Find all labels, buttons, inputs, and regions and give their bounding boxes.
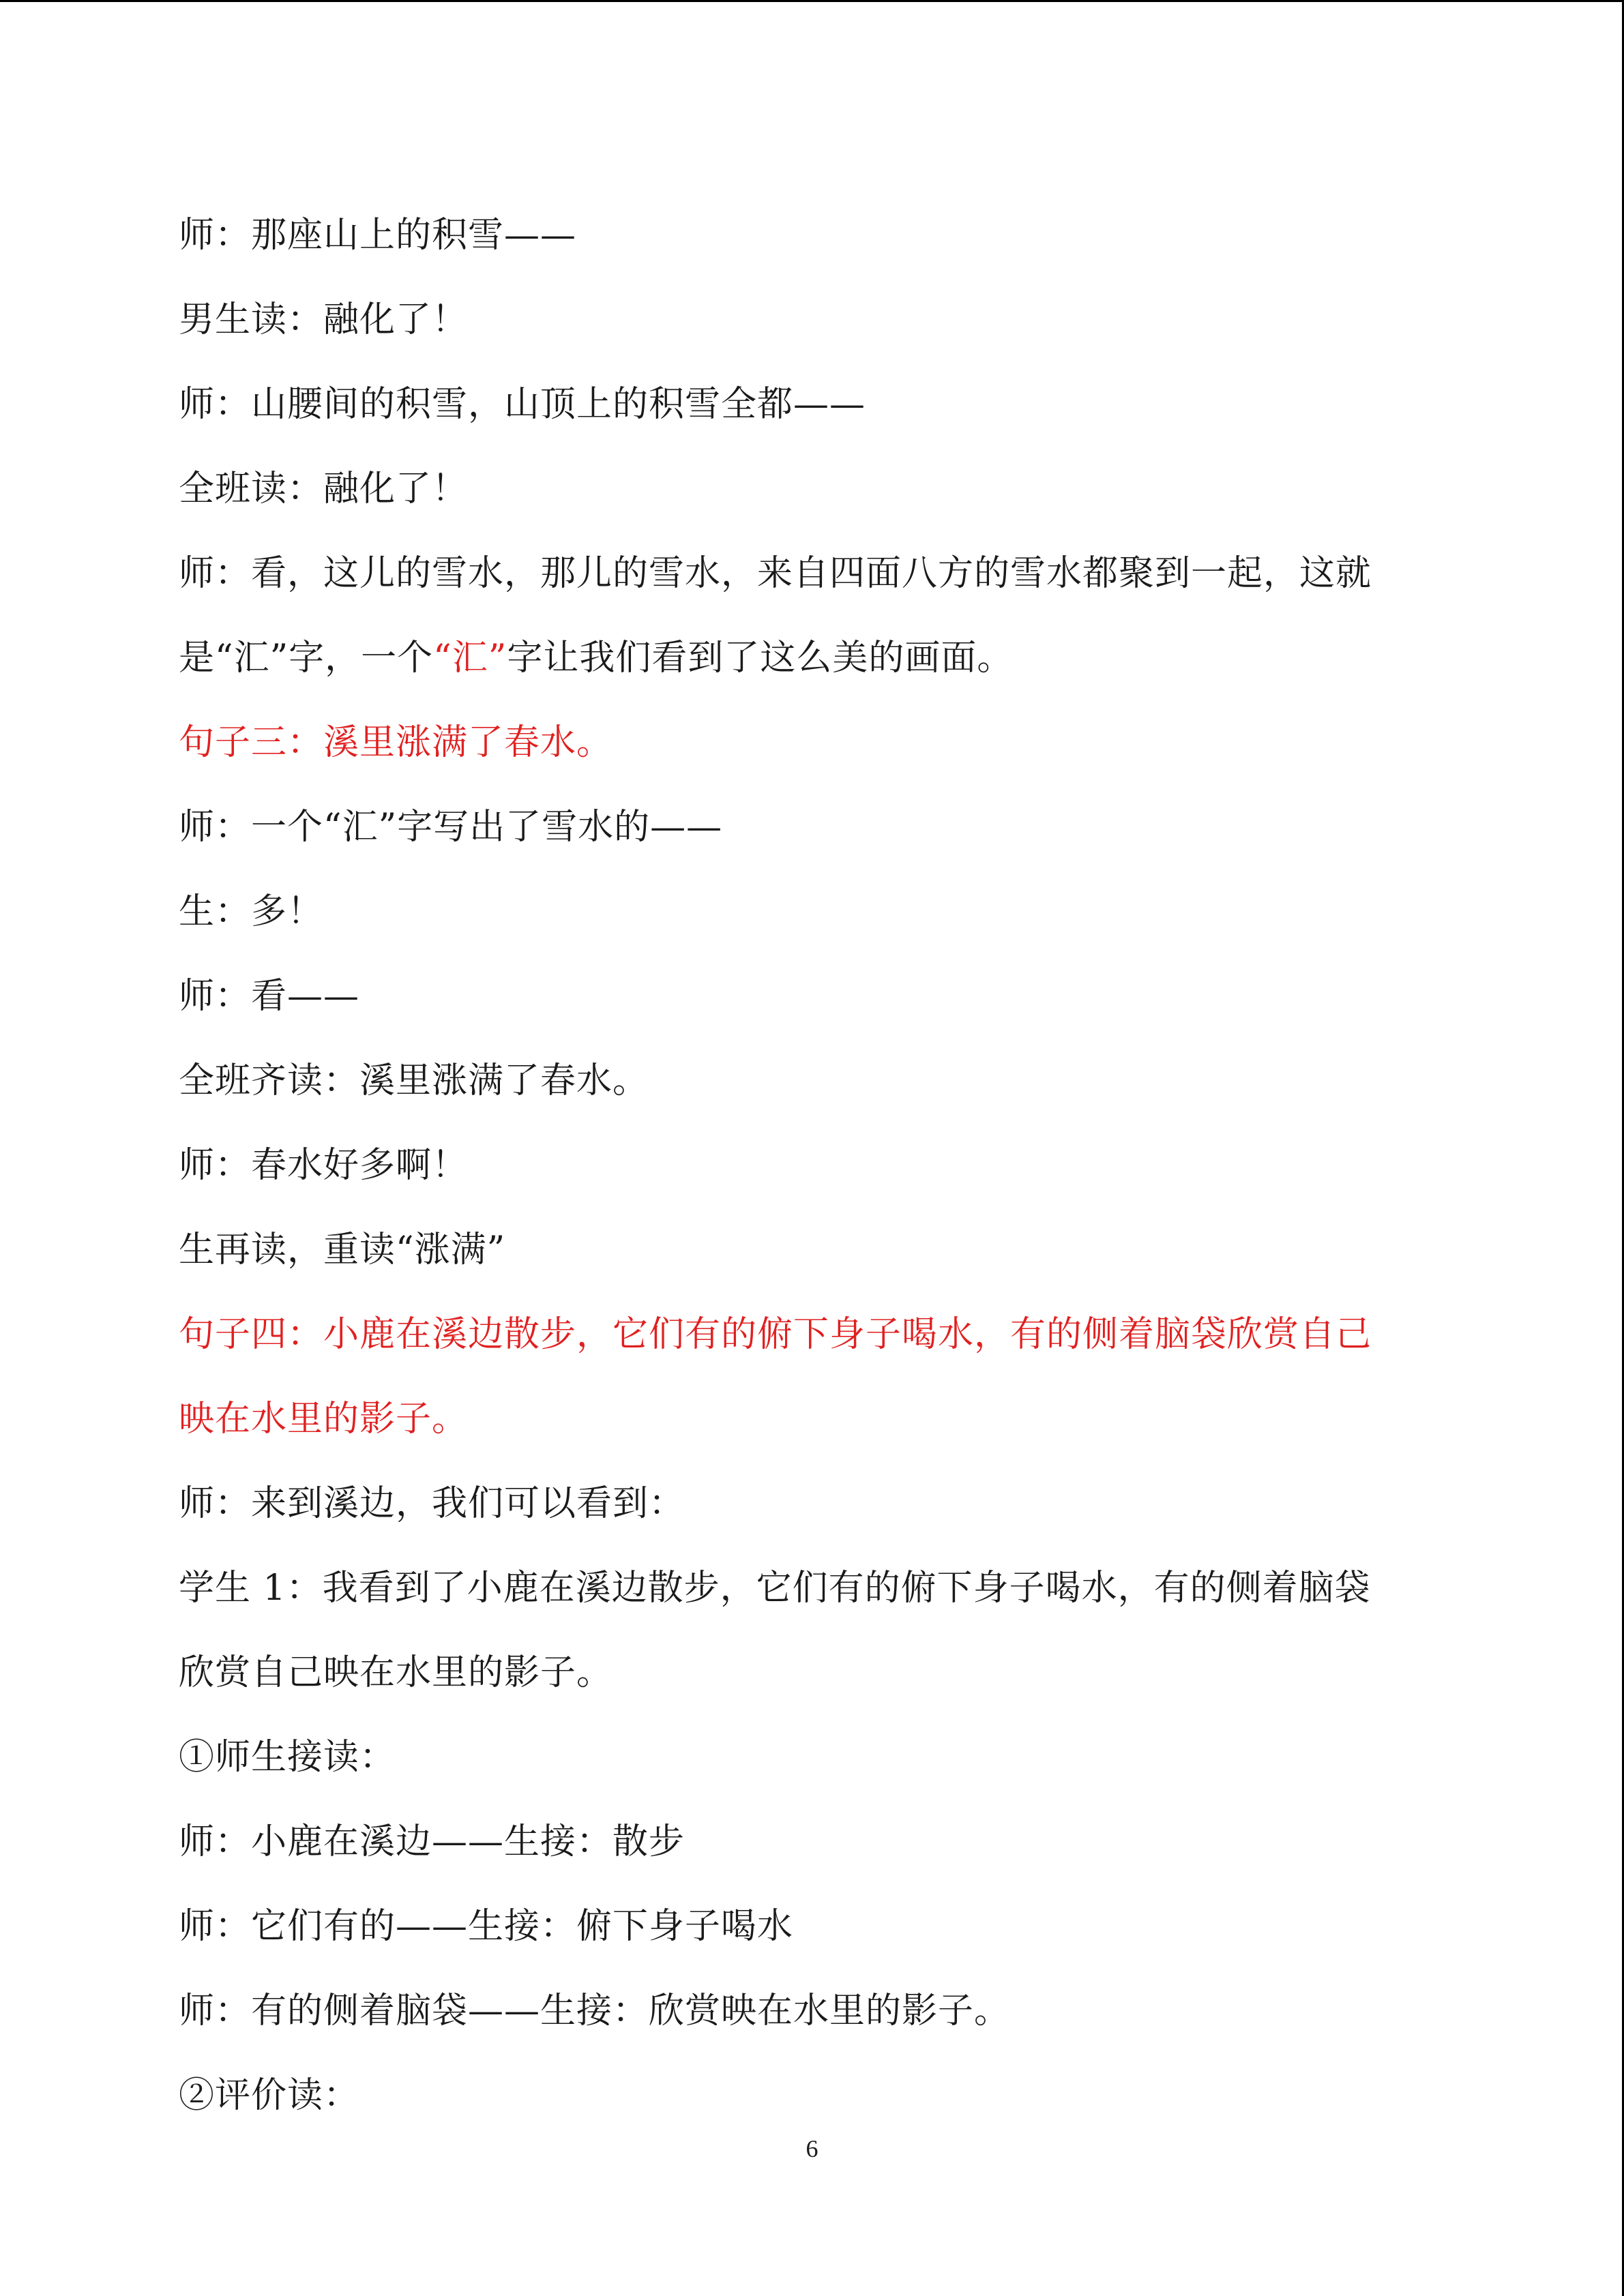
text-line [179, 785, 1454, 869]
text-line [179, 1969, 1454, 2053]
text-line [179, 700, 1454, 785]
text-segment: 生再读，重读“涨满” [179, 1229, 506, 1270]
text-line [179, 869, 1454, 954]
text-line [179, 362, 1454, 447]
text-line [179, 1884, 1454, 1969]
text-line [179, 1546, 1454, 1630]
text-segment: 师：那座山上的积雪—— [179, 215, 577, 256]
highlighted-text: 句子四：小鹿在溪边散步，它们有的俯下身子喝水，有的侧着脑袋欣赏自己 [179, 1314, 1372, 1355]
text-segment: 生：多！ [179, 891, 324, 932]
text-segment: ②评价读： [179, 2075, 360, 2116]
text-line [179, 1377, 1454, 1461]
text-segment: 师：小鹿在溪边——生接：散步 [179, 1821, 685, 1862]
text-segment: 学生 1：我看到了小鹿在溪边散步，它们有的俯下身子喝水，有的侧着脑袋 [179, 1568, 1371, 1609]
text-line [179, 447, 1454, 531]
text-segment: 师：看—— [179, 976, 360, 1017]
text-line [179, 278, 1454, 362]
highlighted-text: 句子三：溪里涨满了春水。 [179, 722, 613, 763]
text-line [179, 1461, 1454, 1546]
text-segment: 男生读：融化了！ [179, 299, 469, 340]
text-segment: 师：看，这儿的雪水，那儿的雪水，来自四面八方的雪水都聚到一起，这就 [179, 553, 1372, 594]
text-segment: 师：有的侧着脑袋——生接：欣赏映在水里的影子。 [179, 1991, 1011, 2031]
text-segment: 师：山腰间的积雪，山顶上的积雪全都—— [179, 384, 866, 425]
text-segment: 师：一个“汇”字写出了雪水的—— [179, 807, 723, 848]
text-line [179, 1208, 1454, 1292]
text-segment: ①师生接读： [179, 1737, 396, 1778]
text-line [179, 1123, 1454, 1208]
text-segment: 全班齐读：溪里涨满了春水。 [179, 1060, 649, 1101]
text-line [179, 1292, 1454, 1377]
text-segment: 师：它们有的——生接：俯下身子喝水 [179, 1906, 794, 1947]
text-segment: 是“汇”字，一个 [179, 638, 434, 679]
page-number: 6 [806, 2135, 818, 2162]
text-line [179, 954, 1454, 1039]
text-segment: 欣赏自己映在水里的影子。 [179, 1652, 613, 1693]
text-line [179, 1800, 1454, 1884]
text-line [179, 2053, 1454, 2138]
text-line [179, 1715, 1454, 1800]
highlighted-text: 映在水里的影子。 [179, 1399, 469, 1440]
highlighted-text: “汇” [433, 638, 507, 679]
text-line [179, 1630, 1454, 1715]
text-segment: 师：来到溪边，我们可以看到： [179, 1483, 685, 1524]
text-line [179, 531, 1454, 616]
text-segment: 全班读：融化了！ [179, 468, 469, 509]
text-segment: 字让我们看到了这么美的画面。 [507, 638, 1014, 679]
text-line [179, 1039, 1454, 1123]
text-segment: 师：春水好多啊！ [179, 1145, 469, 1186]
page-body [179, 193, 1454, 2138]
text-line [179, 193, 1454, 278]
text-line [179, 616, 1454, 700]
